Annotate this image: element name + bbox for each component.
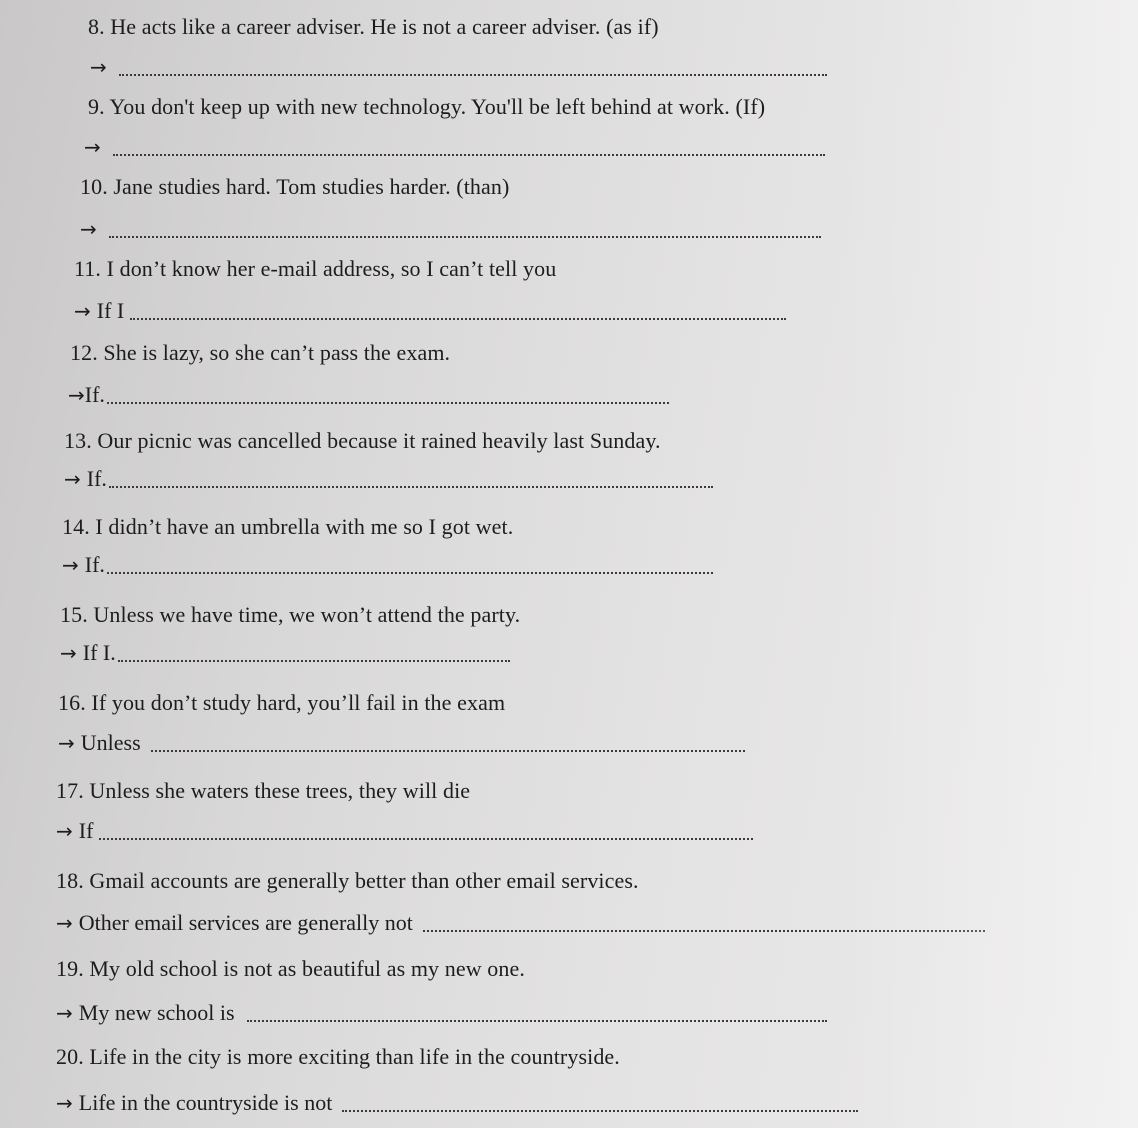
question-10: 10. Jane studies hard. Tom studies harder. (than) [80,174,510,199]
answer-blank[interactable] [247,1002,827,1022]
answer-line-20[interactable] [56,1090,858,1116]
answer-line-9[interactable] [84,134,825,160]
light-sheen [838,0,1138,1128]
arrow-icon: → [62,553,79,577]
question-16: 16. If you don’t study hard, you’ll fail in the exam [58,690,506,715]
answer-blank[interactable] [109,468,713,488]
arrow-icon: → [56,1091,73,1115]
answer-blank[interactable] [109,218,821,238]
answer-blank[interactable] [423,912,985,932]
answer-line-17[interactable] [56,818,753,844]
arrow-icon: → [60,641,77,665]
question-13: 13. Our picnic was cancelled because it rained heavily last Sunday. [64,428,661,453]
answer-prefix: If I [96,298,125,323]
answer-blank[interactable] [113,136,825,156]
arrow-icon: → [74,299,91,323]
answer-prefix: If I. [82,640,116,665]
answer-blank[interactable] [107,384,669,404]
answer-blank[interactable] [118,642,510,662]
arrow-icon: → [56,819,73,843]
question-17: 17. Unless she waters these trees, they will die [56,778,471,803]
arrow-icon: → [56,1001,73,1025]
answer-blank[interactable] [107,554,713,574]
question-12: 12. She is lazy, so she can’t pass the exam. [70,340,451,365]
answer-line-18[interactable] [56,910,985,936]
arrow-icon: → [80,217,97,241]
answer-prefix: If [78,818,94,843]
arrow-icon: → [56,911,73,935]
answer-prefix: If. [84,382,105,407]
answer-prefix: If. [86,466,107,491]
answer-blank[interactable] [151,732,745,752]
answer-line-14[interactable] [62,552,713,578]
answer-prefix: If. [84,552,105,577]
arrow-icon: → [58,731,75,755]
answer-prefix: Other email services are generally not [78,910,413,935]
arrow-icon: → [64,467,81,491]
answer-line-8[interactable] [90,54,827,80]
arrow-icon: → [90,55,107,79]
question-19: 19. My old school is not as beautiful as my new one. [56,956,525,981]
answer-line-19[interactable] [56,1000,827,1026]
answer-prefix: My new school is [78,1000,235,1025]
arrow-icon: → [84,135,101,159]
answer-blank[interactable] [342,1092,858,1112]
question-8: 8. He acts like a career adviser. He is not a career adviser. (as if) [88,14,659,39]
question-18: 18. Gmail accounts are generally better than other email services. [56,868,639,893]
answer-line-10[interactable] [80,216,821,242]
arrow-icon: → [68,383,85,407]
answer-blank[interactable] [130,300,786,320]
question-15: 15. Unless we have time, we won’t attend the party. [60,602,521,627]
question-9: 9. You don't keep up with new technology. You'll be left behind at work. (If) [88,94,766,119]
question-11: 11. I don’t know her e-mail address, so I can’t tell you [74,256,557,281]
answer-prefix: Life in the countryside is not [78,1090,333,1115]
question-14: 14. I didn’t have an umbrella with me so I got wet. [62,514,514,539]
answer-line-11[interactable] [74,298,786,324]
answer-line-13[interactable] [64,466,713,492]
answer-line-12[interactable] [68,382,669,408]
question-20: 20. Life in the city is more exciting than life in the countryside. [56,1044,620,1069]
answer-line-16[interactable] [58,730,745,756]
answer-blank[interactable] [119,56,827,76]
answer-line-15[interactable] [60,640,510,666]
answer-prefix: Unless [80,730,141,755]
answer-blank[interactable] [99,820,753,840]
